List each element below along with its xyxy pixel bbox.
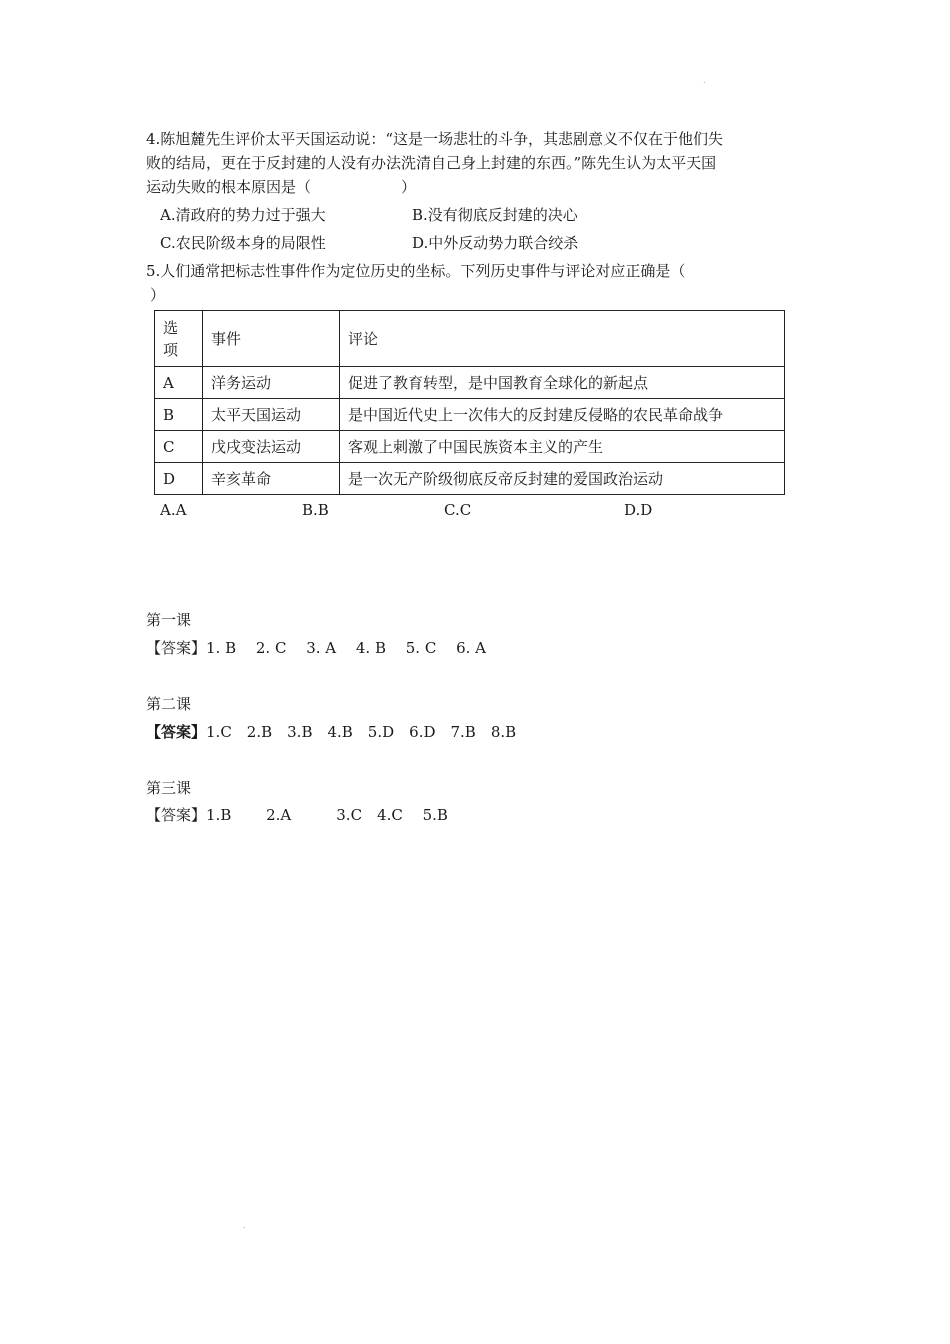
row-comment: 是中国近代史上一次伟大的反封建反侵略的农民革命战争 (340, 399, 785, 431)
row-option: C (155, 431, 203, 463)
answer-text: 1.B 2.A 3.C 4.C 5.B (206, 806, 448, 824)
q4-line-1: 4.陈旭麓先生评价太平天国运动说：“这是一场悲壮的斗争，其悲剧意义不仅在于他们失 (146, 130, 723, 148)
table-header-row (155, 311, 785, 367)
row-option: B (155, 399, 203, 431)
row-comment: 客观上刺激了中国民族资本主义的产生 (340, 431, 785, 463)
answer-line (146, 637, 486, 659)
lesson-title: 第三课 (146, 779, 192, 797)
answer-label: 【答案】 (146, 639, 207, 657)
lesson-title: 第一课 (146, 611, 192, 629)
row-event: 戊戌变法运动 (203, 431, 340, 463)
q4-option-c[interactable]: C.农民阶级本身的局限性 (160, 234, 326, 252)
row-comment: 是一次无产阶级彻底反帝反封建的爱国政治运动 (340, 463, 785, 495)
row-comment: 促进了教育转型，是中国教育全球化的新起点 (340, 367, 785, 399)
q5-line-1: 5.人们通常把标志性事件作为定位历史的坐标。下列历史事件与评论对应正确是（ (146, 262, 686, 280)
row-option: D (155, 463, 203, 495)
q4-option-d[interactable]: D.中外反动势力联合绞杀 (412, 234, 579, 252)
page-mark-top: . (703, 76, 706, 85)
q4-line-3: 运动失败的根本原因是（ ） (146, 178, 417, 196)
answer-line (146, 804, 448, 826)
q5-option-d[interactable]: D.D (624, 501, 653, 519)
q5-option-b[interactable]: B.B (302, 501, 329, 519)
header-option-char-2: 项 (163, 340, 179, 359)
header-option-char-1: 选 (163, 318, 179, 337)
answer-line (146, 721, 516, 743)
table-row (155, 431, 785, 463)
q4-option-a[interactable]: A.清政府的势力过于强大 (160, 206, 326, 224)
answer-text: 1. B 2. C 3. A 4. B 5. C 6. A (206, 639, 486, 657)
events-table (154, 310, 785, 495)
answer-label: 【答案】 (146, 723, 207, 741)
lesson-title: 第二课 (146, 695, 192, 713)
table-row (155, 367, 785, 399)
row-option: A (155, 367, 203, 399)
q4-line-2: 败的结局，更在于反封建的人没有办法洗清自己身上封建的东西。”陈先生认为太平天国 (146, 154, 717, 172)
q5-line-2: ） (150, 286, 166, 304)
row-event: 太平天国运动 (203, 399, 340, 431)
q4-option-b[interactable]: B.没有彻底反封建的决心 (412, 206, 578, 224)
header-option (155, 311, 203, 367)
row-event: 洋务运动 (203, 367, 340, 399)
answer-label: 【答案】 (146, 806, 207, 824)
table-row (155, 399, 785, 431)
q5-option-a[interactable]: A.A (160, 501, 187, 519)
q5-option-c[interactable]: C.C (444, 501, 472, 519)
page-mark-bottom: . (243, 1221, 246, 1230)
answer-text: 1.C 2.B 3.B 4.B 5.D 6.D 7.B 8.B (206, 723, 517, 741)
row-event: 辛亥革命 (203, 463, 340, 495)
table-row (155, 463, 785, 495)
header-event: 事件 (203, 311, 340, 367)
header-comment: 评论 (340, 311, 785, 367)
